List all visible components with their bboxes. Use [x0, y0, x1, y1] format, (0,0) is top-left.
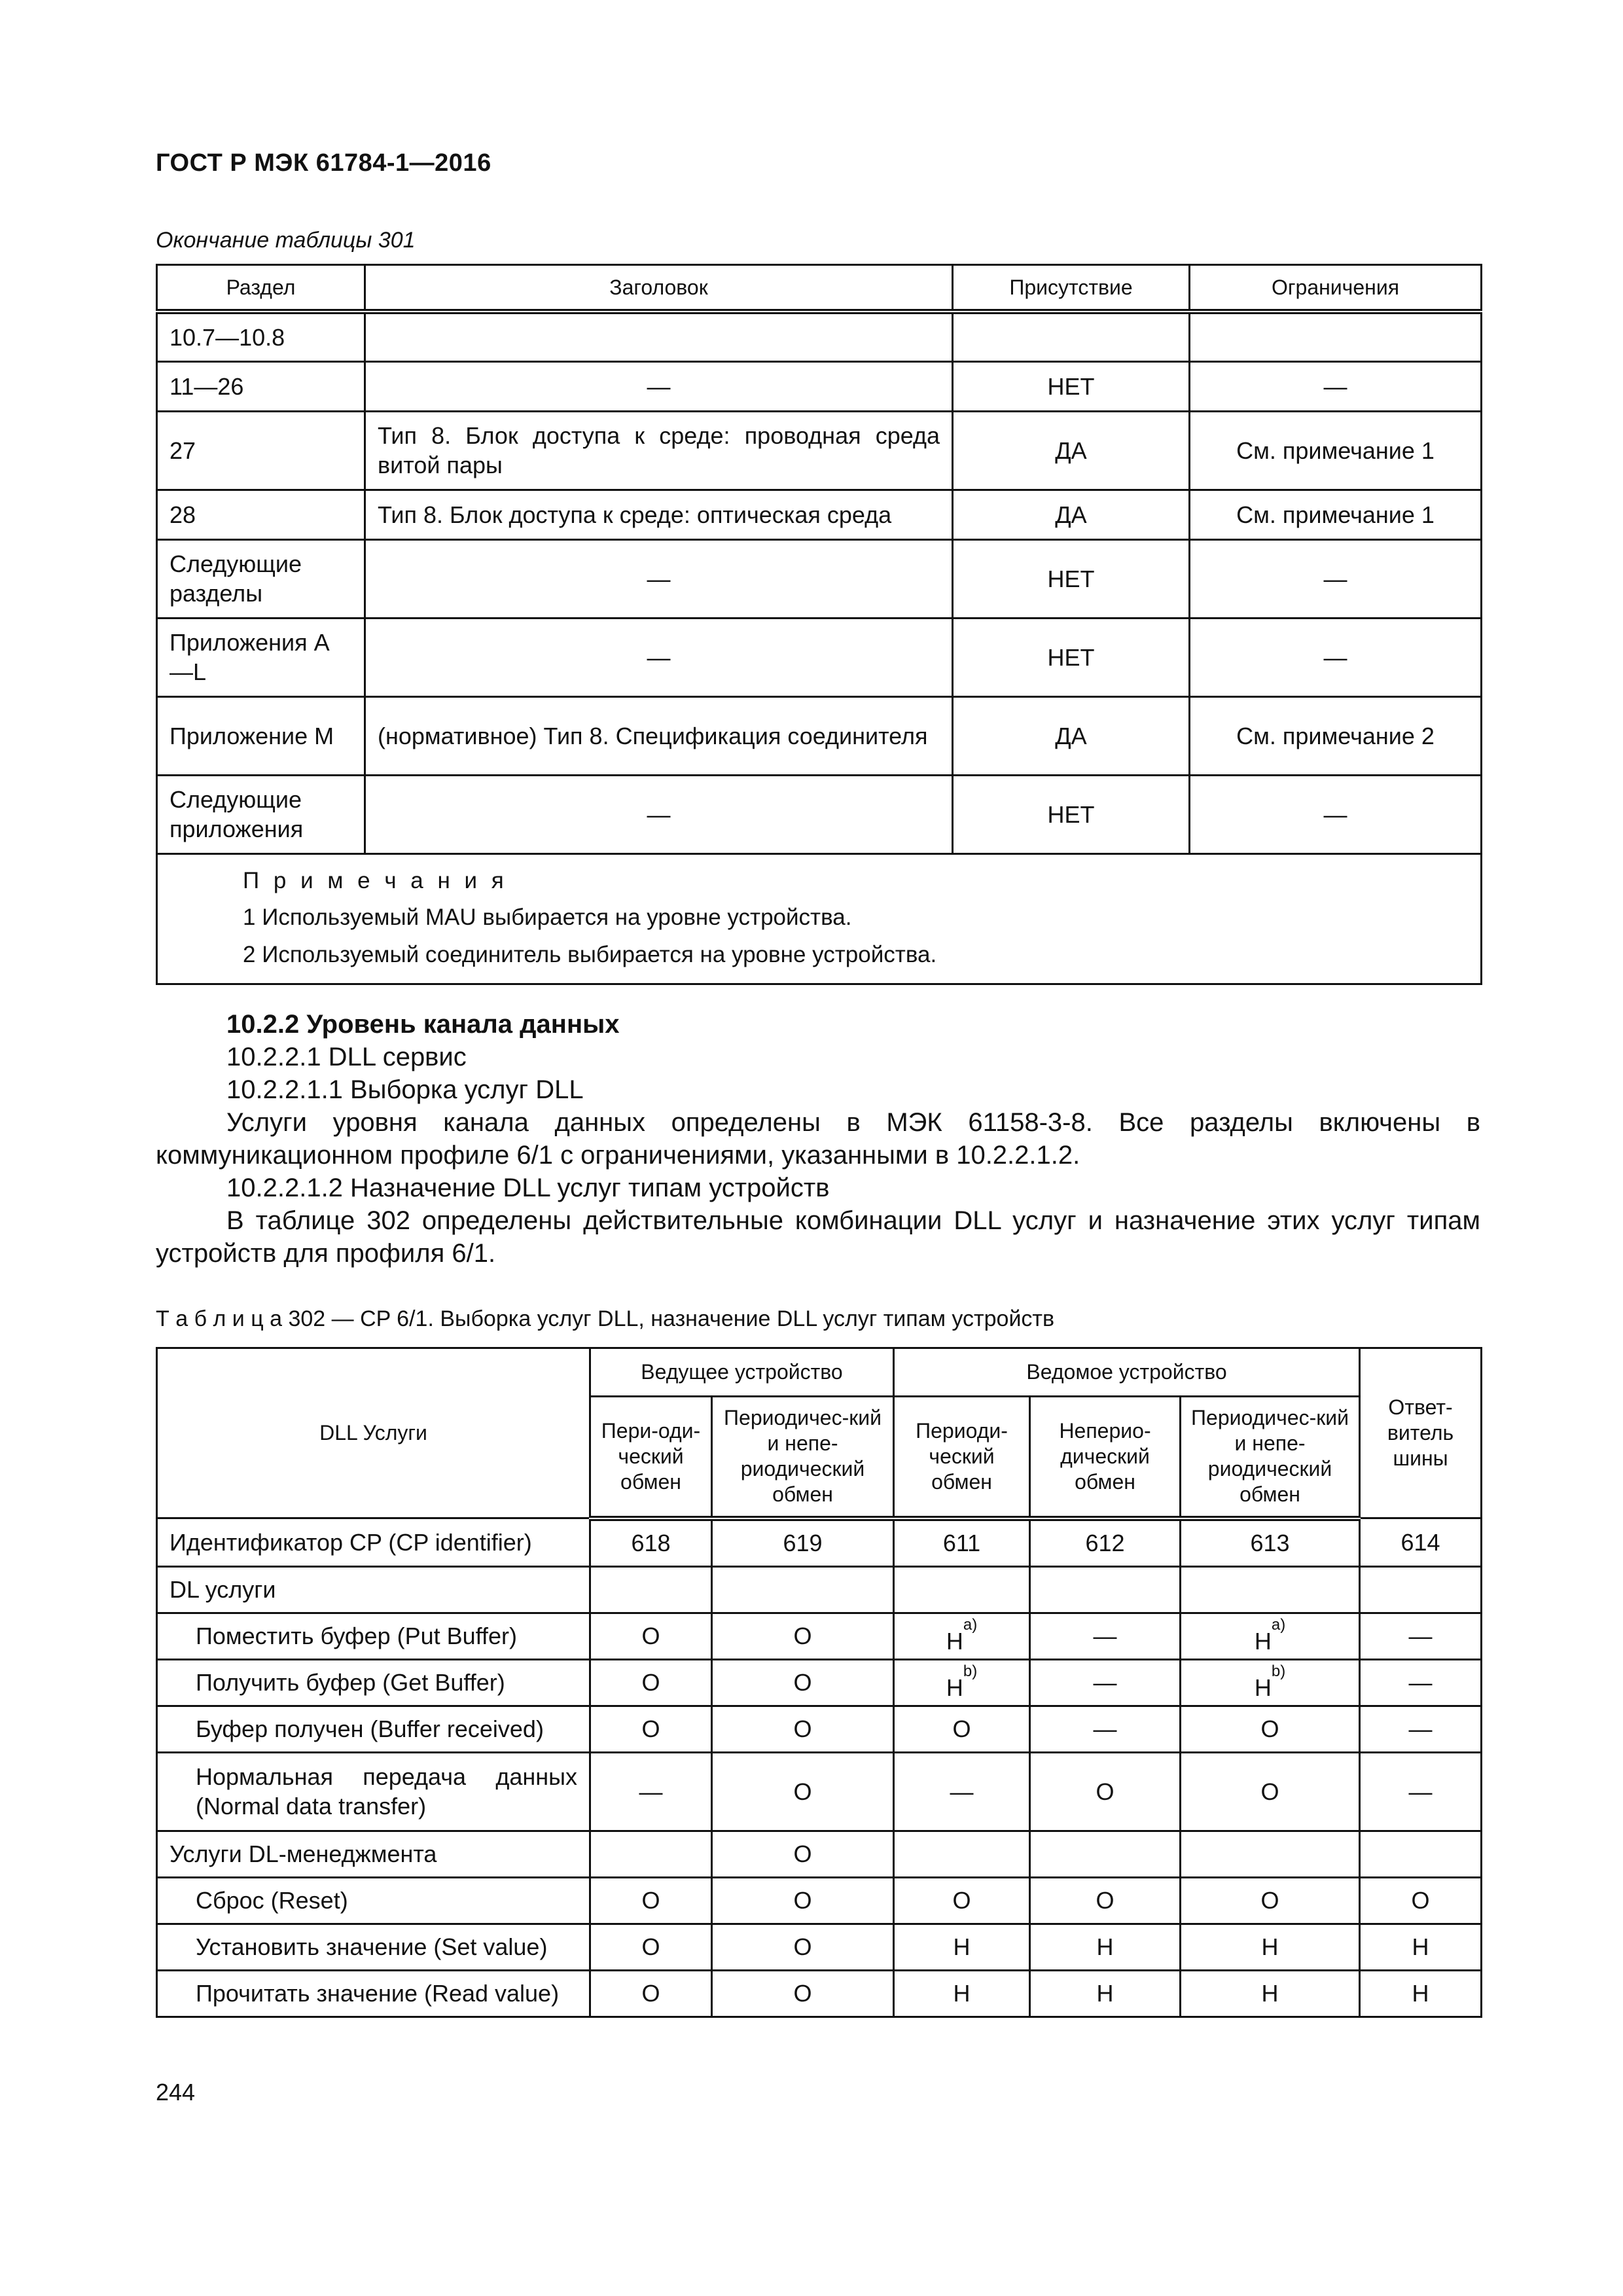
table-cell: H: [894, 1924, 1030, 1970]
table-row: [157, 490, 1482, 539]
footnote-mark: b): [963, 1662, 978, 1680]
table-cell: O: [712, 1877, 894, 1924]
table-302-header-row: [157, 1348, 1482, 1397]
table-301-header: Заголовок: [365, 265, 953, 312]
note-item: 2 Используемый соединитель выбирается на уровне устройства.: [243, 941, 937, 967]
table-cell: 614: [1360, 1518, 1482, 1567]
table-cell: 11—26: [157, 361, 365, 411]
subheader: Периодичес-кий и непе-риодический обмен: [1181, 1397, 1360, 1518]
table-row: [157, 1877, 1482, 1924]
table-cell: [1190, 312, 1482, 361]
table-cell: O: [712, 1924, 894, 1970]
table-301-header: Раздел: [157, 265, 365, 312]
note-item: 1 Используемый MAU выбирается на уровне устройства.: [243, 905, 852, 931]
table-cell: O: [1181, 1752, 1360, 1831]
row-label: Получить буфер (Get Buffer): [157, 1659, 590, 1706]
table-cell: —: [1030, 1659, 1181, 1706]
header-dll-services: DLL Услуги: [157, 1348, 590, 1518]
table-cell: 27: [157, 411, 365, 490]
table-cell: O: [712, 1659, 894, 1706]
table-cell: H: [1360, 1970, 1482, 2017]
table-cell: O: [1030, 1752, 1181, 1831]
table-cell: —: [365, 361, 953, 411]
subsection-heading: 10.2.2.1 DLL сервис: [226, 1043, 467, 1071]
table-cell: (нормативное) Тип 8. Спецификация соединителя: [365, 696, 953, 775]
row-label: Услуги DL-менеджмента: [157, 1831, 590, 1877]
table-cell: [894, 1566, 1030, 1613]
table-row: [157, 1752, 1482, 1831]
table-cell: O: [1030, 1877, 1181, 1924]
section-heading: 10.2.2 Уровень канала данных: [226, 1010, 620, 1039]
table-cell: O: [712, 1706, 894, 1752]
table-cell: Приложения A—L: [157, 618, 365, 696]
body-text: [156, 1008, 1480, 1270]
subheader: Пери-оди-ческий обмен: [590, 1397, 712, 1518]
table-row: [157, 1706, 1482, 1752]
paragraph: Услуги уровня канала данных определены в МЭК 61158-3-8. Все разделы включены в коммуникационном профиле 6/1 с ограничениями, указанными в 10.2.2.1.2.: [156, 1108, 1480, 1170]
table-row: [157, 411, 1482, 490]
table-cell: НЕТ: [953, 775, 1190, 853]
table-cell: [1181, 1831, 1360, 1877]
subheader: Периодичес-кий и непе-риодический обмен: [712, 1397, 894, 1518]
subsection-heading: 10.2.2.1.2 Назначение DLL услуг типам устройств: [226, 1174, 830, 1202]
row-label: Буфер получен (Buffer received): [157, 1706, 590, 1752]
table-301-header: Присутствие: [953, 265, 1190, 312]
table-cell: O: [590, 1613, 712, 1659]
footnote-mark: b): [1271, 1662, 1286, 1680]
table-cell: —: [365, 618, 953, 696]
table-cell: —: [590, 1752, 712, 1831]
table-cell: [953, 312, 1190, 361]
table-cell: —: [1030, 1613, 1181, 1659]
header-master-device: Ведущее устройство: [590, 1348, 894, 1397]
table-cell: См. примечание 1: [1190, 411, 1482, 490]
table-cell: Тип 8. Блок доступа к среде: оптическая среда: [365, 490, 953, 539]
table-cell: [365, 312, 953, 361]
header-bus-coupler: Ответ-витель шины: [1360, 1348, 1482, 1518]
table-row: [157, 696, 1482, 775]
table-cell: H: [1030, 1970, 1181, 2017]
table-cell: 619: [712, 1518, 894, 1567]
table-cell: O: [590, 1659, 712, 1706]
row-label: DL услуги: [157, 1566, 590, 1613]
table-cell: O: [894, 1706, 1030, 1752]
table-cell: O: [590, 1924, 712, 1970]
table-cell: См. примечание 1: [1190, 490, 1482, 539]
table-cell: 612: [1030, 1518, 1181, 1567]
subheader: Неперио-дический обмен: [1030, 1397, 1181, 1518]
table-cell: [894, 1613, 1030, 1659]
table-cell: [894, 1659, 1030, 1706]
row-label: Нормальная передача данных (Normal data transfer): [157, 1752, 590, 1831]
footnote-mark: a): [1271, 1616, 1286, 1634]
table-cell: O: [894, 1877, 1030, 1924]
table-301-notes: [157, 853, 1482, 984]
table-302: [156, 1347, 1482, 2018]
row-label: Сброс (Reset): [157, 1877, 590, 1924]
table-cell: O: [1181, 1706, 1360, 1752]
table-cell: O: [712, 1970, 894, 2017]
table-cell: 611: [894, 1518, 1030, 1567]
table-row: [157, 1613, 1482, 1659]
table-cell: —: [1190, 775, 1482, 853]
table-301: [156, 264, 1482, 985]
table-cell: Приложение M: [157, 696, 365, 775]
table-301-header-row: [157, 265, 1482, 312]
table-cell: H: [1030, 1924, 1181, 1970]
table-row: [157, 1924, 1482, 1970]
table-cell: [1030, 1831, 1181, 1877]
table-cell: 613: [1181, 1518, 1360, 1567]
table-cell: [1181, 1566, 1360, 1613]
cell-value: H: [946, 1674, 963, 1701]
table-row: [157, 361, 1482, 411]
table-301-caption: Окончание таблицы 301: [156, 228, 416, 253]
table-cell: —: [1030, 1706, 1181, 1752]
table-cell: O: [590, 1706, 712, 1752]
cell-value: H: [1254, 1674, 1272, 1701]
table-cell: H: [1181, 1970, 1360, 2017]
row-label: Поместить буфер (Put Buffer): [157, 1613, 590, 1659]
table-cell: —: [1360, 1752, 1482, 1831]
table-cell: [1181, 1659, 1360, 1706]
table-cell: —: [1190, 361, 1482, 411]
table-cell: Тип 8. Блок доступа к среде: проводная среда витой пары: [365, 411, 953, 490]
table-cell: [894, 1831, 1030, 1877]
table-cell: O: [712, 1613, 894, 1659]
table-cell: H: [1181, 1924, 1360, 1970]
table-row: [157, 1659, 1482, 1706]
table-cell: [590, 1566, 712, 1613]
table-301-header: Ограничения: [1190, 265, 1482, 312]
table-cell: —: [365, 539, 953, 618]
table-row: [157, 618, 1482, 696]
row-label: Прочитать значение (Read value): [157, 1970, 590, 2017]
table-cell: ДА: [953, 696, 1190, 775]
table-row: [157, 1518, 1482, 1567]
table-cell: O: [590, 1877, 712, 1924]
footnote-mark: a): [963, 1616, 978, 1634]
table-cell: 10.7—10.8: [157, 312, 365, 361]
table-cell: НЕТ: [953, 361, 1190, 411]
table-cell: Следующие приложения: [157, 775, 365, 853]
table-cell: 618: [590, 1518, 712, 1567]
table-301-notes-row: [157, 853, 1482, 984]
table-cell: ДА: [953, 490, 1190, 539]
table-cell: [1360, 1831, 1482, 1877]
table-cell: O: [590, 1970, 712, 2017]
subsection-heading: 10.2.2.1.1 Выборка услуг DLL: [226, 1075, 584, 1104]
table-cell: —: [1360, 1659, 1482, 1706]
row-label: Идентификатор CP (CP identifier): [157, 1518, 590, 1567]
subheader: Периоди-ческий обмен: [894, 1397, 1030, 1518]
table-cell: [590, 1831, 712, 1877]
table-row: [157, 312, 1482, 361]
table-cell: —: [1190, 539, 1482, 618]
table-cell: —: [1360, 1613, 1482, 1659]
table-302-caption: Т а б л и ц а 302 — CP 6/1. Выборка услуг DLL, назначение DLL услуг типам устройств: [156, 1306, 1055, 1331]
table-row: [157, 1970, 1482, 2017]
table-cell: [1030, 1566, 1181, 1613]
table-cell: 28: [157, 490, 365, 539]
header-slave-device: Ведомое устройство: [894, 1348, 1360, 1397]
table-cell: —: [1190, 618, 1482, 696]
document-code-header: ГОСТ Р МЭК 61784-1—2016: [156, 149, 491, 177]
paragraph: В таблице 302 определены действительные комбинации DLL услуг и назначение этих услуг типам устройств для профиля 6/1.: [156, 1206, 1480, 1268]
table-row: [157, 1566, 1482, 1613]
table-cell: H: [1360, 1924, 1482, 1970]
table-cell: [1360, 1566, 1482, 1613]
table-cell: O: [1360, 1877, 1482, 1924]
cell-value: H: [946, 1628, 963, 1655]
table-cell: НЕТ: [953, 618, 1190, 696]
table-row: [157, 1831, 1482, 1877]
table-row: [157, 539, 1482, 618]
table-cell: —: [894, 1752, 1030, 1831]
row-label: Установить значение (Set value): [157, 1924, 590, 1970]
cell-value: H: [1254, 1628, 1272, 1655]
table-row: [157, 775, 1482, 853]
table-cell: ДА: [953, 411, 1190, 490]
table-cell: O: [712, 1752, 894, 1831]
table-cell: —: [1360, 1706, 1482, 1752]
notes-title: П р и м е ч а н и я: [243, 867, 508, 893]
table-cell: НЕТ: [953, 539, 1190, 618]
table-cell: [712, 1566, 894, 1613]
table-cell: O: [1181, 1877, 1360, 1924]
table-cell: См. примечание 2: [1190, 696, 1482, 775]
table-cell: Следующие разделы: [157, 539, 365, 618]
page-number: 244: [156, 2079, 196, 2106]
table-cell: O: [712, 1831, 894, 1877]
table-cell: —: [365, 775, 953, 853]
table-cell: [1181, 1613, 1360, 1659]
table-cell: H: [894, 1970, 1030, 2017]
